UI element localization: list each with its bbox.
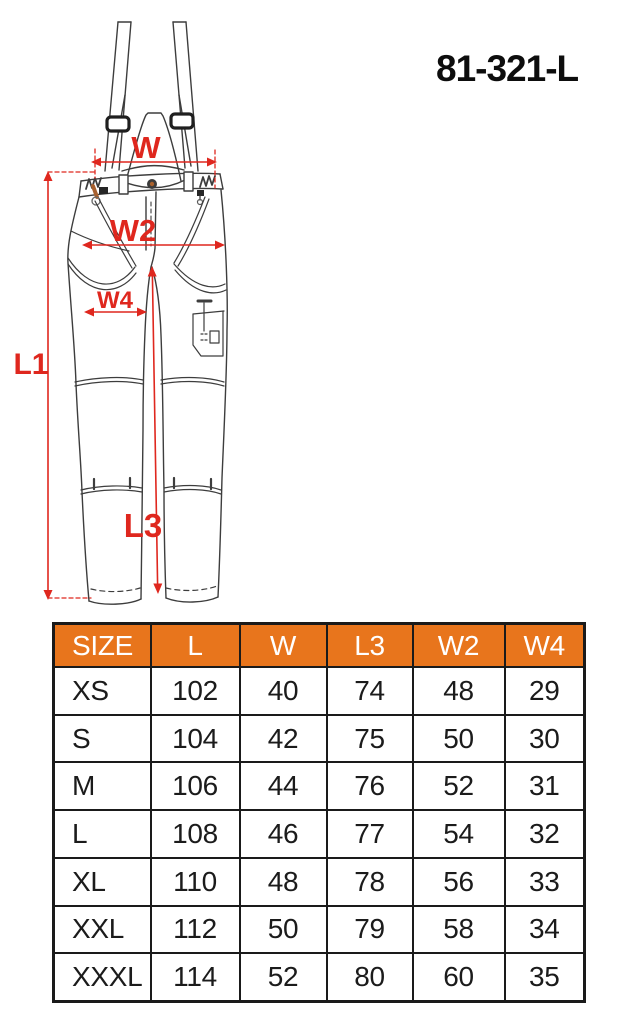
table-cell: 29	[505, 667, 585, 715]
table-cell: 50	[240, 906, 327, 954]
table-cell: 34	[505, 906, 585, 954]
table-cell: 108	[151, 810, 240, 858]
table-row	[54, 715, 585, 763]
product-code: 81-321-L	[436, 48, 579, 89]
table-cell: 110	[151, 858, 240, 906]
table-cell: 76	[327, 762, 413, 810]
table-row	[54, 906, 585, 954]
table-row	[54, 858, 585, 906]
table-cell: 40	[240, 667, 327, 715]
table-header-row	[54, 624, 585, 668]
table-cell: 80	[327, 953, 413, 1001]
table-cell: 52	[240, 953, 327, 1001]
table-cell: 48	[240, 858, 327, 906]
knee-panels	[75, 378, 224, 592]
table-cell: L	[54, 810, 151, 858]
table-cell: 75	[327, 715, 413, 763]
table-cell: 35	[505, 953, 585, 1001]
table-cell: 46	[240, 810, 327, 858]
suspender-buckles	[107, 114, 193, 131]
table-row	[54, 810, 585, 858]
table-cell: XXXL	[54, 953, 151, 1001]
table-cell: XL	[54, 858, 151, 906]
table-cell: 74	[327, 667, 413, 715]
header-cell-size: SIZE	[54, 624, 151, 668]
table-cell: 106	[151, 762, 240, 810]
table-row	[54, 667, 585, 715]
table-cell: 104	[151, 715, 240, 763]
dimension-labels	[13, 130, 162, 544]
table-cell: 30	[505, 715, 585, 763]
table-row	[54, 762, 585, 810]
table-cell: 52	[413, 762, 505, 810]
table-row	[54, 953, 585, 1001]
table-cell: 56	[413, 858, 505, 906]
dimension-label-w2: W2	[109, 213, 157, 248]
table-cell: 60	[413, 953, 505, 1001]
dimension-label-w: W	[131, 130, 161, 165]
table-cell: 32	[505, 810, 585, 858]
table-cell: 112	[151, 906, 240, 954]
table-cell: S	[54, 715, 151, 763]
header-cell-l: L	[151, 624, 240, 668]
table-cell: 50	[413, 715, 505, 763]
table-cell: 33	[505, 858, 585, 906]
table-cell: 114	[151, 953, 240, 1001]
table-cell: XS	[54, 667, 151, 715]
table-cell: 102	[151, 667, 240, 715]
header-cell-w2: W2	[413, 624, 505, 668]
table-cell: M	[54, 762, 151, 810]
table-cell: 48	[413, 667, 505, 715]
table-cell: 42	[240, 715, 327, 763]
table-cell: 54	[413, 810, 505, 858]
table-cell: XXL	[54, 906, 151, 954]
cargo-pocket	[193, 301, 224, 356]
trousers-diagram	[0, 0, 360, 620]
header-cell-w: W	[240, 624, 327, 668]
size-chart-table	[52, 622, 586, 1003]
dimension-label-l1: L1	[13, 348, 49, 381]
table-cell: 79	[327, 906, 413, 954]
dimension-label-l3: L3	[123, 507, 163, 544]
table-cell: 58	[413, 906, 505, 954]
waist-button	[147, 179, 157, 189]
table-cell: 44	[240, 762, 327, 810]
table-cell: 77	[327, 810, 413, 858]
header-cell-l3: L3	[327, 624, 413, 668]
table-cell: 78	[327, 858, 413, 906]
table-cell: 31	[505, 762, 585, 810]
dimension-label-w4: W4	[97, 287, 133, 314]
header-cell-w4: W4	[505, 624, 585, 668]
